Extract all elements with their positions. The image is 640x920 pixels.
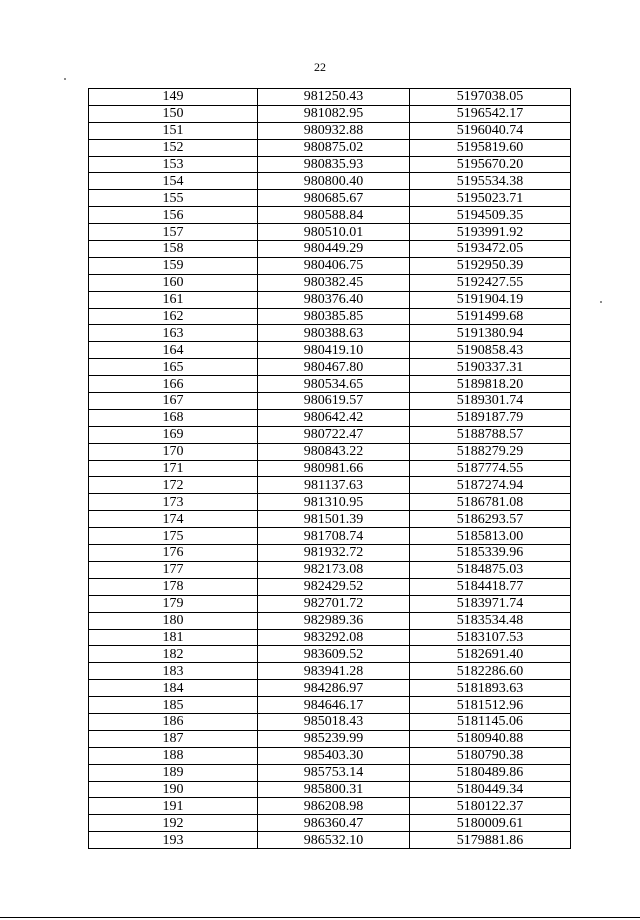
table-row (89, 663, 571, 680)
y-coordinate-cell: 5187274.94 (410, 477, 571, 494)
table-row (89, 697, 571, 714)
y-coordinate-cell: 5195534.38 (410, 173, 571, 190)
point-number-cell: 188 (89, 747, 258, 764)
y-coordinate-cell: 5181145.06 (410, 713, 571, 730)
table-row (89, 494, 571, 511)
y-coordinate-cell: 5181893.63 (410, 680, 571, 697)
table-row (89, 781, 571, 798)
point-number-cell: 158 (89, 241, 258, 258)
y-coordinate-cell: 5195670.20 (410, 156, 571, 173)
y-coordinate-cell: 5190337.31 (410, 359, 571, 376)
x-coordinate-cell: 982989.36 (258, 612, 410, 629)
x-coordinate-cell: 982429.52 (258, 578, 410, 595)
y-coordinate-cell: 5180790.38 (410, 747, 571, 764)
y-coordinate-cell: 5185813.00 (410, 528, 571, 545)
point-number-cell: 189 (89, 764, 258, 781)
page-bottom-border (0, 917, 640, 918)
point-number-cell: 170 (89, 443, 258, 460)
table-row (89, 207, 571, 224)
y-coordinate-cell: 5182286.60 (410, 663, 571, 680)
point-number-cell: 183 (89, 663, 258, 680)
y-coordinate-cell: 5189301.74 (410, 393, 571, 410)
x-coordinate-cell: 980843.22 (258, 443, 410, 460)
x-coordinate-cell: 980722.47 (258, 426, 410, 443)
x-coordinate-cell: 981310.95 (258, 494, 410, 511)
table-row (89, 629, 571, 646)
table-row (89, 359, 571, 376)
table-row (89, 105, 571, 122)
x-coordinate-cell: 986208.98 (258, 798, 410, 815)
y-coordinate-cell: 5184875.03 (410, 561, 571, 578)
table-row (89, 832, 571, 849)
point-number-cell: 182 (89, 646, 258, 663)
coordinates-table (88, 88, 571, 849)
table-row (89, 409, 571, 426)
x-coordinate-cell: 980685.67 (258, 190, 410, 207)
y-coordinate-cell: 5180940.88 (410, 730, 571, 747)
x-coordinate-cell: 980388.63 (258, 325, 410, 342)
table-row (89, 241, 571, 258)
table-row (89, 274, 571, 291)
y-coordinate-cell: 5183107.53 (410, 629, 571, 646)
x-coordinate-cell: 980588.84 (258, 207, 410, 224)
table-row (89, 224, 571, 241)
table-row (89, 257, 571, 274)
table-row (89, 308, 571, 325)
x-coordinate-cell: 981501.39 (258, 511, 410, 528)
x-coordinate-cell: 980800.40 (258, 173, 410, 190)
table-row (89, 291, 571, 308)
scan-speck (64, 78, 66, 80)
x-coordinate-cell: 985753.14 (258, 764, 410, 781)
y-coordinate-cell: 5179881.86 (410, 832, 571, 849)
x-coordinate-cell: 980875.02 (258, 139, 410, 156)
y-coordinate-cell: 5192427.55 (410, 274, 571, 291)
point-number-cell: 174 (89, 511, 258, 528)
point-number-cell: 161 (89, 291, 258, 308)
x-coordinate-cell: 986532.10 (258, 832, 410, 849)
y-coordinate-cell: 5181512.96 (410, 697, 571, 714)
x-coordinate-cell: 986360.47 (258, 815, 410, 832)
y-coordinate-cell: 5187774.55 (410, 460, 571, 477)
point-number-cell: 152 (89, 139, 258, 156)
table-row (89, 325, 571, 342)
point-number-cell: 171 (89, 460, 258, 477)
table-row (89, 477, 571, 494)
x-coordinate-cell: 985018.43 (258, 713, 410, 730)
table-row (89, 561, 571, 578)
point-number-cell: 165 (89, 359, 258, 376)
table-row (89, 747, 571, 764)
x-coordinate-cell: 980467.80 (258, 359, 410, 376)
y-coordinate-cell: 5191380.94 (410, 325, 571, 342)
y-coordinate-cell: 5189818.20 (410, 376, 571, 393)
point-number-cell: 178 (89, 578, 258, 595)
y-coordinate-cell: 5180449.34 (410, 781, 571, 798)
y-coordinate-cell: 5195023.71 (410, 190, 571, 207)
y-coordinate-cell: 5180009.61 (410, 815, 571, 832)
point-number-cell: 168 (89, 409, 258, 426)
table-row (89, 156, 571, 173)
table-row (89, 173, 571, 190)
x-coordinate-cell: 982173.08 (258, 561, 410, 578)
point-number-cell: 163 (89, 325, 258, 342)
x-coordinate-cell: 983609.52 (258, 646, 410, 663)
x-coordinate-cell: 983292.08 (258, 629, 410, 646)
y-coordinate-cell: 5180122.37 (410, 798, 571, 815)
table-row (89, 122, 571, 139)
point-number-cell: 176 (89, 545, 258, 562)
point-number-cell: 167 (89, 393, 258, 410)
point-number-cell: 187 (89, 730, 258, 747)
point-number-cell: 192 (89, 815, 258, 832)
point-number-cell: 162 (89, 308, 258, 325)
point-number-cell: 154 (89, 173, 258, 190)
y-coordinate-cell: 5193991.92 (410, 224, 571, 241)
y-coordinate-cell: 5193472.05 (410, 241, 571, 258)
table-row (89, 89, 571, 106)
y-coordinate-cell: 5194509.35 (410, 207, 571, 224)
x-coordinate-cell: 980932.88 (258, 122, 410, 139)
point-number-cell: 160 (89, 274, 258, 291)
table-row (89, 798, 571, 815)
point-number-cell: 156 (89, 207, 258, 224)
y-coordinate-cell: 5195819.60 (410, 139, 571, 156)
x-coordinate-cell: 980419.10 (258, 342, 410, 359)
point-number-cell: 151 (89, 122, 258, 139)
point-number-cell: 159 (89, 257, 258, 274)
point-number-cell: 149 (89, 89, 258, 106)
x-coordinate-cell: 985403.30 (258, 747, 410, 764)
point-number-cell: 157 (89, 224, 258, 241)
table-row (89, 730, 571, 747)
x-coordinate-cell: 981137.63 (258, 477, 410, 494)
x-coordinate-cell: 982701.72 (258, 595, 410, 612)
x-coordinate-cell: 983941.28 (258, 663, 410, 680)
x-coordinate-cell: 984286.97 (258, 680, 410, 697)
x-coordinate-cell: 980449.29 (258, 241, 410, 258)
x-coordinate-cell: 980406.75 (258, 257, 410, 274)
x-coordinate-cell: 980385.85 (258, 308, 410, 325)
y-coordinate-cell: 5185339.96 (410, 545, 571, 562)
point-number-cell: 173 (89, 494, 258, 511)
point-number-cell: 185 (89, 697, 258, 714)
table-row (89, 393, 571, 410)
y-coordinate-cell: 5197038.05 (410, 89, 571, 106)
point-number-cell: 186 (89, 713, 258, 730)
point-number-cell: 181 (89, 629, 258, 646)
table-row (89, 139, 571, 156)
coordinates-table-body (89, 89, 571, 849)
point-number-cell: 169 (89, 426, 258, 443)
point-number-cell: 175 (89, 528, 258, 545)
table-row (89, 680, 571, 697)
y-coordinate-cell: 5191904.19 (410, 291, 571, 308)
x-coordinate-cell: 985239.99 (258, 730, 410, 747)
point-number-cell: 164 (89, 342, 258, 359)
table-row (89, 646, 571, 663)
y-coordinate-cell: 5196040.74 (410, 122, 571, 139)
y-coordinate-cell: 5191499.68 (410, 308, 571, 325)
table-row (89, 764, 571, 781)
point-number-cell: 190 (89, 781, 258, 798)
table-row (89, 713, 571, 730)
point-number-cell: 172 (89, 477, 258, 494)
table-row (89, 511, 571, 528)
table-row (89, 342, 571, 359)
table-row (89, 578, 571, 595)
x-coordinate-cell: 980619.57 (258, 393, 410, 410)
table-row (89, 545, 571, 562)
y-coordinate-cell: 5183971.74 (410, 595, 571, 612)
x-coordinate-cell: 981250.43 (258, 89, 410, 106)
x-coordinate-cell: 980534.65 (258, 376, 410, 393)
point-number-cell: 155 (89, 190, 258, 207)
y-coordinate-cell: 5182691.40 (410, 646, 571, 663)
y-coordinate-cell: 5186781.08 (410, 494, 571, 511)
x-coordinate-cell: 985800.31 (258, 781, 410, 798)
y-coordinate-cell: 5196542.17 (410, 105, 571, 122)
table-row (89, 460, 571, 477)
table-row (89, 426, 571, 443)
x-coordinate-cell: 980642.42 (258, 409, 410, 426)
point-number-cell: 184 (89, 680, 258, 697)
table-row (89, 815, 571, 832)
x-coordinate-cell: 981708.74 (258, 528, 410, 545)
point-number-cell: 191 (89, 798, 258, 815)
y-coordinate-cell: 5190858.43 (410, 342, 571, 359)
y-coordinate-cell: 5188279.29 (410, 443, 571, 460)
table-row (89, 443, 571, 460)
page-number: 22 (314, 60, 326, 74)
y-coordinate-cell: 5183534.48 (410, 612, 571, 629)
x-coordinate-cell: 980510.01 (258, 224, 410, 241)
table-row (89, 190, 571, 207)
table-row (89, 376, 571, 393)
point-number-cell: 193 (89, 832, 258, 849)
y-coordinate-cell: 5192950.39 (410, 257, 571, 274)
x-coordinate-cell: 980376.40 (258, 291, 410, 308)
table-row (89, 595, 571, 612)
point-number-cell: 150 (89, 105, 258, 122)
y-coordinate-cell: 5188788.57 (410, 426, 571, 443)
x-coordinate-cell: 980835.93 (258, 156, 410, 173)
point-number-cell: 166 (89, 376, 258, 393)
scan-speck (600, 301, 602, 303)
table-row (89, 612, 571, 629)
table-row (89, 528, 571, 545)
x-coordinate-cell: 980981.66 (258, 460, 410, 477)
y-coordinate-cell: 5189187.79 (410, 409, 571, 426)
y-coordinate-cell: 5186293.57 (410, 511, 571, 528)
x-coordinate-cell: 981082.95 (258, 105, 410, 122)
x-coordinate-cell: 980382.45 (258, 274, 410, 291)
x-coordinate-cell: 981932.72 (258, 545, 410, 562)
y-coordinate-cell: 5180489.86 (410, 764, 571, 781)
point-number-cell: 180 (89, 612, 258, 629)
x-coordinate-cell: 984646.17 (258, 697, 410, 714)
y-coordinate-cell: 5184418.77 (410, 578, 571, 595)
point-number-cell: 177 (89, 561, 258, 578)
point-number-cell: 153 (89, 156, 258, 173)
point-number-cell: 179 (89, 595, 258, 612)
